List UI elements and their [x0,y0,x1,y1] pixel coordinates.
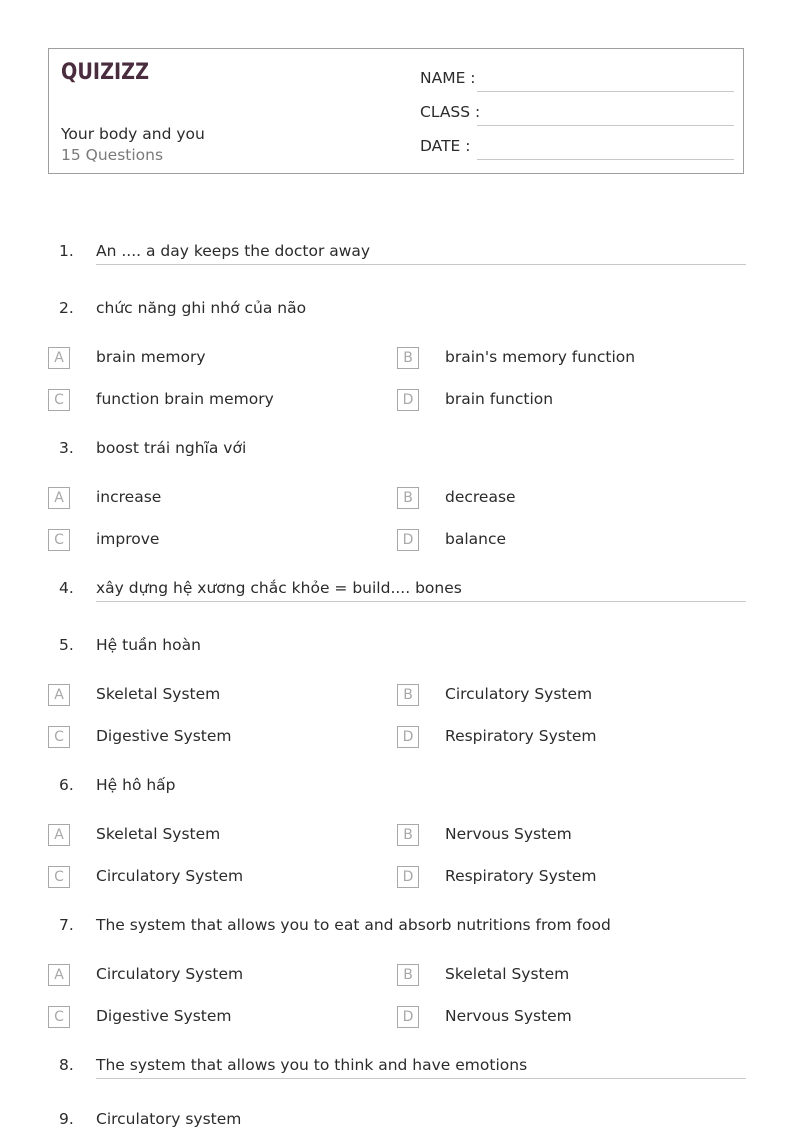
option-d-text: brain function [445,390,554,408]
option-c-text: function brain memory [96,390,274,408]
question-number: 2. [59,299,74,317]
question-text: Circulatory system [96,1110,242,1128]
class-field[interactable] [420,103,734,127]
option-a-box[interactable]: A [48,684,70,706]
option-b-text: Skeletal System [445,965,570,983]
option-b-text: decrease [445,488,516,506]
date-field[interactable] [420,137,734,161]
question-text: The system that allows you to think and have emotions [96,1056,528,1074]
option-d-box[interactable]: D [397,529,419,551]
date-label: DATE : [420,137,471,155]
name-field[interactable] [420,69,734,93]
option-d-box[interactable]: D [397,726,419,748]
option-a-text: increase [96,488,162,506]
question-count: 15 Questions [61,146,164,164]
option-b-box[interactable]: B [397,487,419,509]
option-a-box[interactable]: A [48,347,70,369]
name-line[interactable] [477,91,734,92]
class-label: CLASS : [420,103,481,121]
question-text: Hệ tuần hoàn [96,636,201,654]
quizizz-logo [61,57,161,87]
answer-line[interactable] [96,264,746,265]
class-line[interactable] [477,125,734,126]
question-text: xây dựng hệ xương chắc khỏe = build.... bones [96,579,462,597]
option-b-box[interactable]: B [397,684,419,706]
option-a-box[interactable]: A [48,964,70,986]
question-text: Hệ hô hấp [96,776,176,794]
option-b-box[interactable]: B [397,347,419,369]
option-b-text: Nervous System [445,825,572,843]
option-a-box[interactable]: A [48,824,70,846]
question-number: 5. [59,636,74,654]
option-a-text: Skeletal System [96,685,221,703]
question-text: chức năng ghi nhớ của não [96,299,307,317]
option-c-text: Digestive System [96,727,232,745]
option-a-text: brain memory [96,348,206,366]
option-a-text: Skeletal System [96,825,221,843]
option-c-text: Digestive System [96,1007,232,1025]
question-number: 7. [59,916,74,934]
option-d-text: balance [445,530,507,548]
option-d-text: Respiratory System [445,867,597,885]
question-number: 3. [59,439,74,457]
option-c-box[interactable]: C [48,1006,70,1028]
option-c-box[interactable]: C [48,726,70,748]
question-text: boost trái nghĩa với [96,439,247,457]
option-b-text: Circulatory System [445,685,593,703]
option-c-box[interactable]: C [48,866,70,888]
logo-text: QUIZIZZ [61,60,149,85]
answer-line[interactable] [96,1078,746,1079]
question-text: An .... a day keeps the doctor away [96,242,371,260]
option-b-box[interactable]: B [397,964,419,986]
answer-line[interactable] [96,601,746,602]
name-label: NAME : [420,69,476,87]
question-number: 4. [59,579,74,597]
option-c-text: improve [96,530,160,548]
option-b-box[interactable]: B [397,824,419,846]
option-a-box[interactable]: A [48,487,70,509]
option-d-box[interactable]: D [397,1006,419,1028]
option-d-box[interactable]: D [397,866,419,888]
question-number: 6. [59,776,74,794]
option-c-text: Circulatory System [96,867,244,885]
option-a-text: Circulatory System [96,965,244,983]
option-b-text: brain's memory function [445,348,636,366]
question-text: The system that allows you to eat and absorb nutritions from food [96,916,611,934]
option-d-text: Nervous System [445,1007,572,1025]
option-d-text: Respiratory System [445,727,597,745]
worksheet-title: Your body and you [61,125,205,143]
question-number: 1. [59,242,74,260]
question-number: 8. [59,1056,74,1074]
option-c-box[interactable]: C [48,529,70,551]
option-d-box[interactable]: D [397,389,419,411]
worksheet-header [48,48,744,174]
option-c-box[interactable]: C [48,389,70,411]
date-line[interactable] [477,159,734,160]
question-number: 9. [59,1110,74,1128]
